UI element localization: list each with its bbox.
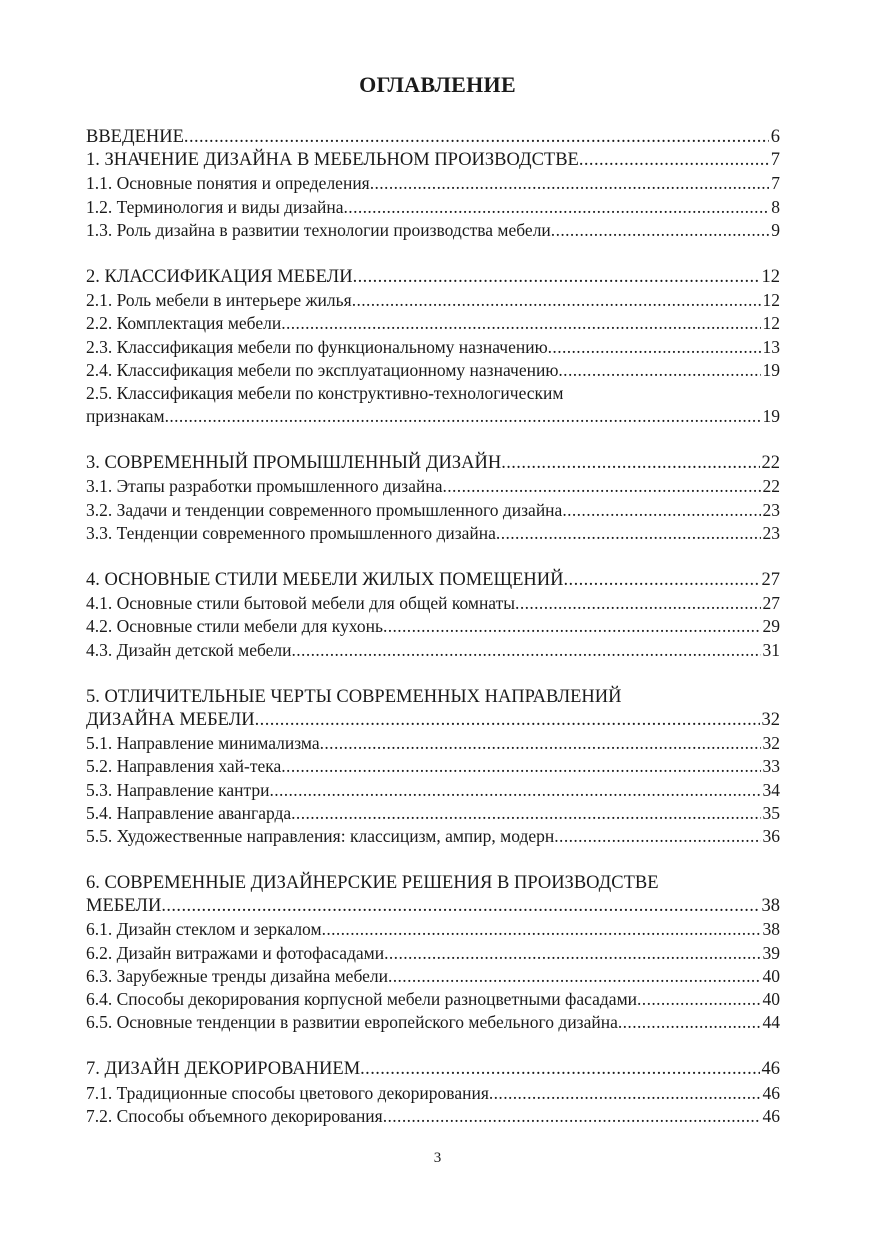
- toc-entry[interactable]: признакам ..... 19: [86, 405, 780, 428]
- toc-entry[interactable]: 3.3. Тенденции современного промышленного дизайна ..... 23: [86, 522, 780, 545]
- toc-entry[interactable]: 2.1. Роль мебели в интерьере жилья ..... 12: [86, 289, 780, 312]
- toc-entry[interactable]: 6.2. Дизайн витражами и фотофасадами ..... 39: [86, 942, 780, 965]
- toc-entry[interactable]: 1. ЗНАЧЕНИЕ ДИЗАЙНА В МЕБЕЛЬНОМ ПРОИЗВОДСТВЕ ..... 7: [86, 149, 780, 172]
- toc-entry[interactable]: 5.1. Направление минимализма ..... 32: [86, 732, 780, 755]
- toc-entry[interactable]: ВВЕДЕНИЕ ..... 6: [86, 126, 780, 149]
- toc-entry[interactable]: 5.3. Направление кантри ..... 34: [86, 779, 780, 802]
- toc-entry[interactable]: 4.2. Основные стили мебели для кухонь ..... 29: [86, 615, 780, 638]
- toc-entry[interactable]: 2. КЛАССИФИКАЦИЯ МЕБЕЛИ ..... 12: [86, 266, 780, 289]
- toc-entry[interactable]: 2.2. Комплектация мебели ..... 12: [86, 312, 780, 335]
- page-title: ОГЛАВЛЕНИЕ: [359, 72, 516, 97]
- toc-entry[interactable]: 6.3. Зарубежные тренды дизайна мебели ..... 40: [86, 965, 780, 988]
- toc-entry[interactable]: 3.1. Этапы разработки промышленного дизайна ..... 22: [86, 475, 780, 498]
- toc-entry[interactable]: 5.5. Художественные направления: классицизм, ампир, модерн ..... 36: [86, 825, 780, 848]
- toc-entry[interactable]: 2.3. Классификация мебели по функциональному назначению ..... 13: [86, 336, 780, 359]
- toc-entry[interactable]: 2.4. Классификация мебели по эксплуатационному назначению ..... 19: [86, 359, 780, 382]
- page-number: 3: [433, 1150, 442, 1166]
- toc-entry[interactable]: МЕБЕЛИ ..... 38: [86, 895, 780, 918]
- toc-entry[interactable]: 4.3. Дизайн детской мебели ..... 31: [86, 639, 780, 662]
- toc-entry[interactable]: 6.1. Дизайн стеклом и зеркалом ..... 38: [86, 918, 780, 941]
- toc-entry[interactable]: 7.2. Способы объемного декорирования ..... 46: [86, 1105, 780, 1128]
- toc-entry[interactable]: 3.2. Задачи и тенденции современного промышленного дизайна ..... 23: [86, 499, 780, 522]
- toc-entry[interactable]: 4.1. Основные стили бытовой мебели для общей комнаты ..... 27: [86, 592, 780, 615]
- toc-entry[interactable]: 7. ДИЗАЙН ДЕКОРИРОВАНИЕМ ..... 46: [86, 1058, 780, 1081]
- toc-entry[interactable]: 1.3. Роль дизайна в развитии технологии производства мебели ..... 9: [86, 219, 780, 242]
- toc-entry[interactable]: 6.4. Способы декорирования корпусной мебели разноцветными фасадами ..... 40: [86, 988, 780, 1011]
- toc-entry[interactable]: 4. ОСНОВНЫЕ СТИЛИ МЕБЕЛИ ЖИЛЫХ ПОМЕЩЕНИЙ ..... 27: [86, 569, 780, 592]
- toc-entry[interactable]: 1.1. Основные понятия и определения ..... 7: [86, 172, 780, 195]
- toc-entry-line[interactable]: 6. СОВРЕМЕННЫЕ ДИЗАЙНЕРСКИЕ РЕШЕНИЯ В ПРОИЗВОДСТВЕ: [86, 873, 659, 894]
- toc-entry-line[interactable]: 2.5. Классификация мебели по конструктивно-технологическим: [86, 382, 564, 403]
- toc-entry[interactable]: ДИЗАЙНА МЕБЕЛИ ..... 32: [86, 709, 780, 732]
- toc-entry[interactable]: 1.2. Терминология и виды дизайна ..... 8: [86, 196, 780, 219]
- toc-entry[interactable]: 6.5. Основные тенденции в развитии европейского мебельного дизайна ..... 44: [86, 1011, 780, 1034]
- toc-entry-line[interactable]: 5. ОТЛИЧИТЕЛЬНЫЕ ЧЕРТЫ СОВРЕМЕННЫХ НАПРАВЛЕНИЙ: [86, 686, 622, 707]
- toc-entry[interactable]: 5.4. Направление авангарда ..... 35: [86, 802, 780, 825]
- toc-entry[interactable]: 7.1. Традиционные способы цветового декорирования ..... 46: [86, 1082, 780, 1105]
- toc-entry[interactable]: 3. СОВРЕМЕННЫЙ ПРОМЫШЛЕННЫЙ ДИЗАЙН ..... 22: [86, 452, 780, 475]
- table-of-contents: [86, 126, 780, 1128]
- toc-entry[interactable]: 5.2. Направления хай-тека ..... 33: [86, 755, 780, 778]
